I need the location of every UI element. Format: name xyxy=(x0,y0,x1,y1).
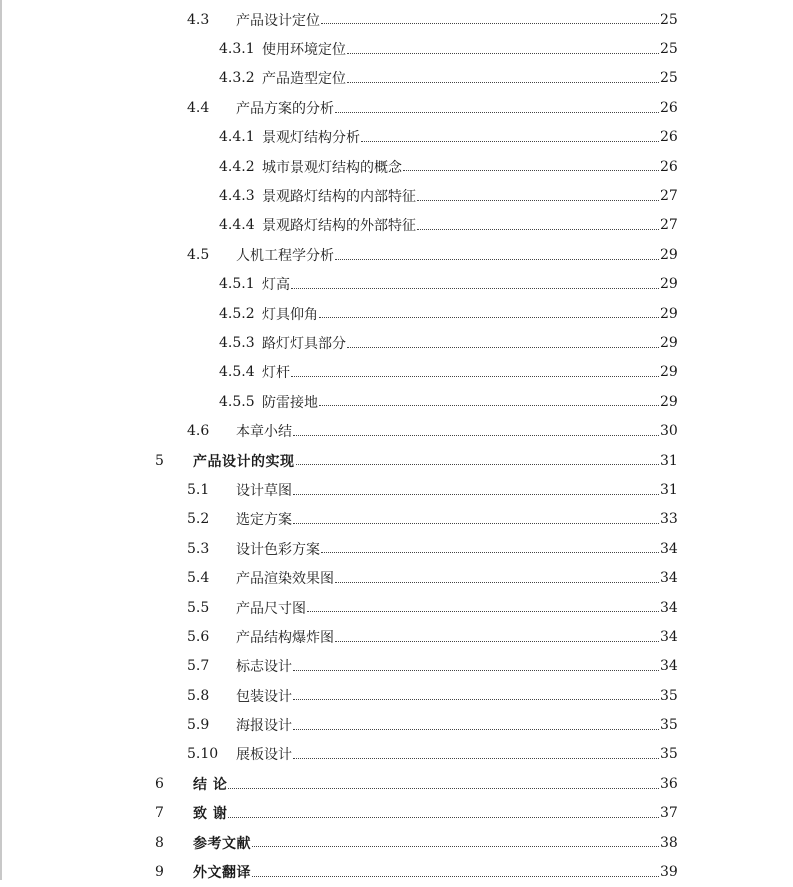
toc-leader xyxy=(417,199,659,201)
toc-number: 5.9 xyxy=(187,717,210,734)
toc-page-number: 35 xyxy=(660,687,678,704)
toc-title: 产品结构爆炸图 xyxy=(236,629,334,646)
toc-leader xyxy=(296,463,659,465)
toc-entry[interactable] xyxy=(0,328,793,357)
toc-leader xyxy=(293,728,659,730)
toc-title: 路灯灯具部分 xyxy=(262,335,346,352)
toc-number: 4.3.2 xyxy=(219,70,255,87)
toc-leader xyxy=(335,581,659,583)
toc-page-number: 29 xyxy=(660,393,678,410)
toc-number: 4.4.2 xyxy=(219,158,255,175)
toc-page-number: 29 xyxy=(660,276,678,293)
toc-title: 产品造型定位 xyxy=(262,71,346,88)
toc-number: 5.4 xyxy=(187,570,210,587)
toc-number: 4.5 xyxy=(187,246,210,263)
toc-leader xyxy=(293,757,659,759)
toc-entry[interactable] xyxy=(0,123,793,152)
toc-page-number: 26 xyxy=(660,129,678,146)
toc-entry[interactable] xyxy=(0,446,793,475)
toc-number: 5.8 xyxy=(187,687,210,704)
toc-leader xyxy=(252,845,659,847)
toc-leader xyxy=(417,228,659,230)
toc-page-number: 33 xyxy=(660,511,678,528)
toc-leader xyxy=(347,52,659,54)
toc-title: 灯高 xyxy=(262,277,290,294)
toc-page-number: 34 xyxy=(660,540,678,557)
toc-title: 产品设计定位 xyxy=(236,12,320,29)
toc-entry[interactable] xyxy=(0,93,793,122)
toc-entry[interactable] xyxy=(0,622,793,651)
toc-number: 5.6 xyxy=(187,628,210,645)
toc-entry[interactable] xyxy=(0,64,793,93)
toc-number: 6 xyxy=(155,775,164,792)
toc-leader xyxy=(319,316,659,318)
toc-entry[interactable] xyxy=(0,5,793,34)
toc-entry[interactable] xyxy=(0,710,793,739)
toc-leader xyxy=(228,816,659,818)
toc-number: 7 xyxy=(155,805,164,822)
toc-page-number: 34 xyxy=(660,628,678,645)
toc-number: 5 xyxy=(155,452,164,469)
toc-title: 本章小结 xyxy=(236,424,292,441)
toc-number: 5.1 xyxy=(187,481,210,498)
toc-page-number: 27 xyxy=(660,188,678,205)
toc-leader xyxy=(361,140,659,142)
toc-page-number: 34 xyxy=(660,570,678,587)
toc-number: 5.7 xyxy=(187,658,210,675)
toc-title: 防雷接地 xyxy=(262,394,318,411)
toc-title: 外文翻译 xyxy=(193,865,251,882)
toc-entry[interactable] xyxy=(0,828,793,857)
toc-entry[interactable] xyxy=(0,416,793,445)
toc-title: 包装设计 xyxy=(236,688,292,705)
toc-entry[interactable] xyxy=(0,240,793,269)
toc-leader xyxy=(252,875,659,877)
toc-leader xyxy=(335,111,659,113)
toc-leader xyxy=(293,434,659,436)
toc-leader xyxy=(293,698,659,700)
toc-title: 灯杆 xyxy=(262,365,290,382)
toc-leader xyxy=(291,375,659,377)
toc-title: 设计色彩方案 xyxy=(236,541,320,558)
toc-entry[interactable] xyxy=(0,563,793,592)
toc-leader xyxy=(335,640,659,642)
toc-title: 产品方案的分析 xyxy=(236,100,334,117)
toc-page-number: 37 xyxy=(660,805,678,822)
toc-number: 4.4.4 xyxy=(219,217,255,234)
toc-title: 产品尺寸图 xyxy=(236,600,306,617)
toc-page-number: 31 xyxy=(660,452,678,469)
toc-entry[interactable] xyxy=(0,740,793,769)
toc-number: 5.2 xyxy=(187,511,210,528)
toc-page-number: 35 xyxy=(660,717,678,734)
toc-leader xyxy=(293,522,659,524)
toc-leader xyxy=(293,669,659,671)
toc-entry[interactable] xyxy=(0,358,793,387)
toc-page-number: 26 xyxy=(660,158,678,175)
toc-number: 4.4 xyxy=(187,99,210,116)
toc-number: 4.4.1 xyxy=(219,129,255,146)
toc-leader xyxy=(291,287,659,289)
toc-leader xyxy=(293,493,659,495)
toc-page-number: 29 xyxy=(660,246,678,263)
toc-number: 4.3.1 xyxy=(219,41,255,58)
toc-page-number: 39 xyxy=(660,864,678,881)
toc-entry[interactable] xyxy=(0,593,793,622)
toc-title: 海报设计 xyxy=(236,718,292,735)
toc-page-number: 34 xyxy=(660,599,678,616)
toc-leader xyxy=(403,169,659,171)
toc-page-number: 25 xyxy=(660,41,678,58)
toc-leader xyxy=(347,346,659,348)
toc-title: 灯具仰角 xyxy=(262,306,318,323)
toc-number: 4.3 xyxy=(187,11,210,28)
toc-number: 4.5.4 xyxy=(219,364,255,381)
toc-entry[interactable] xyxy=(0,270,793,299)
toc-entry[interactable] xyxy=(0,505,793,534)
toc-title: 城市景观灯结构的概念 xyxy=(262,159,402,176)
toc-title: 选定方案 xyxy=(236,512,292,529)
toc-page-number: 25 xyxy=(660,11,678,28)
toc-page-number: 25 xyxy=(660,70,678,87)
toc-title: 标志设计 xyxy=(236,659,292,676)
toc-title: 景观路灯结构的外部特征 xyxy=(262,218,416,235)
toc-page-number: 29 xyxy=(660,334,678,351)
toc-title: 景观路灯结构的内部特征 xyxy=(262,189,416,206)
toc-number: 4.5.3 xyxy=(219,334,255,351)
toc-title: 展板设计 xyxy=(236,747,292,764)
toc-page-number: 35 xyxy=(660,746,678,763)
toc-title: 结 论 xyxy=(193,776,228,793)
toc-number: 4.5.1 xyxy=(219,276,255,293)
toc-entry[interactable] xyxy=(0,799,793,828)
toc-page-number: 38 xyxy=(660,834,678,851)
toc-leader xyxy=(321,551,659,553)
table-of-contents xyxy=(0,5,793,887)
toc-entry[interactable] xyxy=(0,534,793,563)
toc-title: 人机工程学分析 xyxy=(236,247,334,264)
toc-title: 产品渲染效果图 xyxy=(236,571,334,588)
toc-entry[interactable] xyxy=(0,34,793,63)
toc-number: 4.5.2 xyxy=(219,305,255,322)
toc-page-number: 31 xyxy=(660,481,678,498)
toc-entry[interactable] xyxy=(0,769,793,798)
toc-page-number: 26 xyxy=(660,99,678,116)
toc-leader xyxy=(319,404,659,406)
toc-number: 9 xyxy=(155,864,164,881)
toc-title: 参考文献 xyxy=(193,835,251,852)
toc-number: 4.6 xyxy=(187,423,210,440)
toc-number: 5.3 xyxy=(187,540,210,557)
toc-page-number: 29 xyxy=(660,364,678,381)
toc-title: 致 谢 xyxy=(193,806,228,823)
toc-page-number: 30 xyxy=(660,423,678,440)
toc-entry[interactable] xyxy=(0,475,793,504)
toc-page-number: 34 xyxy=(660,658,678,675)
toc-number: 4.4.3 xyxy=(219,188,255,205)
toc-entry[interactable] xyxy=(0,211,793,240)
toc-entry[interactable] xyxy=(0,299,793,328)
toc-number: 5.10 xyxy=(187,746,219,763)
toc-entry[interactable] xyxy=(0,181,793,210)
toc-leader xyxy=(335,258,659,260)
toc-title: 产品设计的实现 xyxy=(193,453,295,470)
toc-number: 4.5.5 xyxy=(219,393,255,410)
toc-title: 景观灯结构分析 xyxy=(262,130,360,147)
toc-leader xyxy=(347,81,659,83)
toc-leader xyxy=(228,787,659,789)
toc-page-number: 36 xyxy=(660,775,678,792)
toc-entry[interactable] xyxy=(0,681,793,710)
toc-leader xyxy=(321,22,659,24)
toc-entry[interactable] xyxy=(0,857,793,886)
toc-number: 8 xyxy=(155,834,164,851)
toc-number: 5.5 xyxy=(187,599,210,616)
toc-entry[interactable] xyxy=(0,652,793,681)
toc-title: 设计草图 xyxy=(236,482,292,499)
toc-entry[interactable] xyxy=(0,387,793,416)
toc-entry[interactable] xyxy=(0,152,793,181)
toc-page-number: 29 xyxy=(660,305,678,322)
toc-title: 使用环境定位 xyxy=(262,42,346,59)
toc-page-number: 27 xyxy=(660,217,678,234)
toc-leader xyxy=(307,610,659,612)
